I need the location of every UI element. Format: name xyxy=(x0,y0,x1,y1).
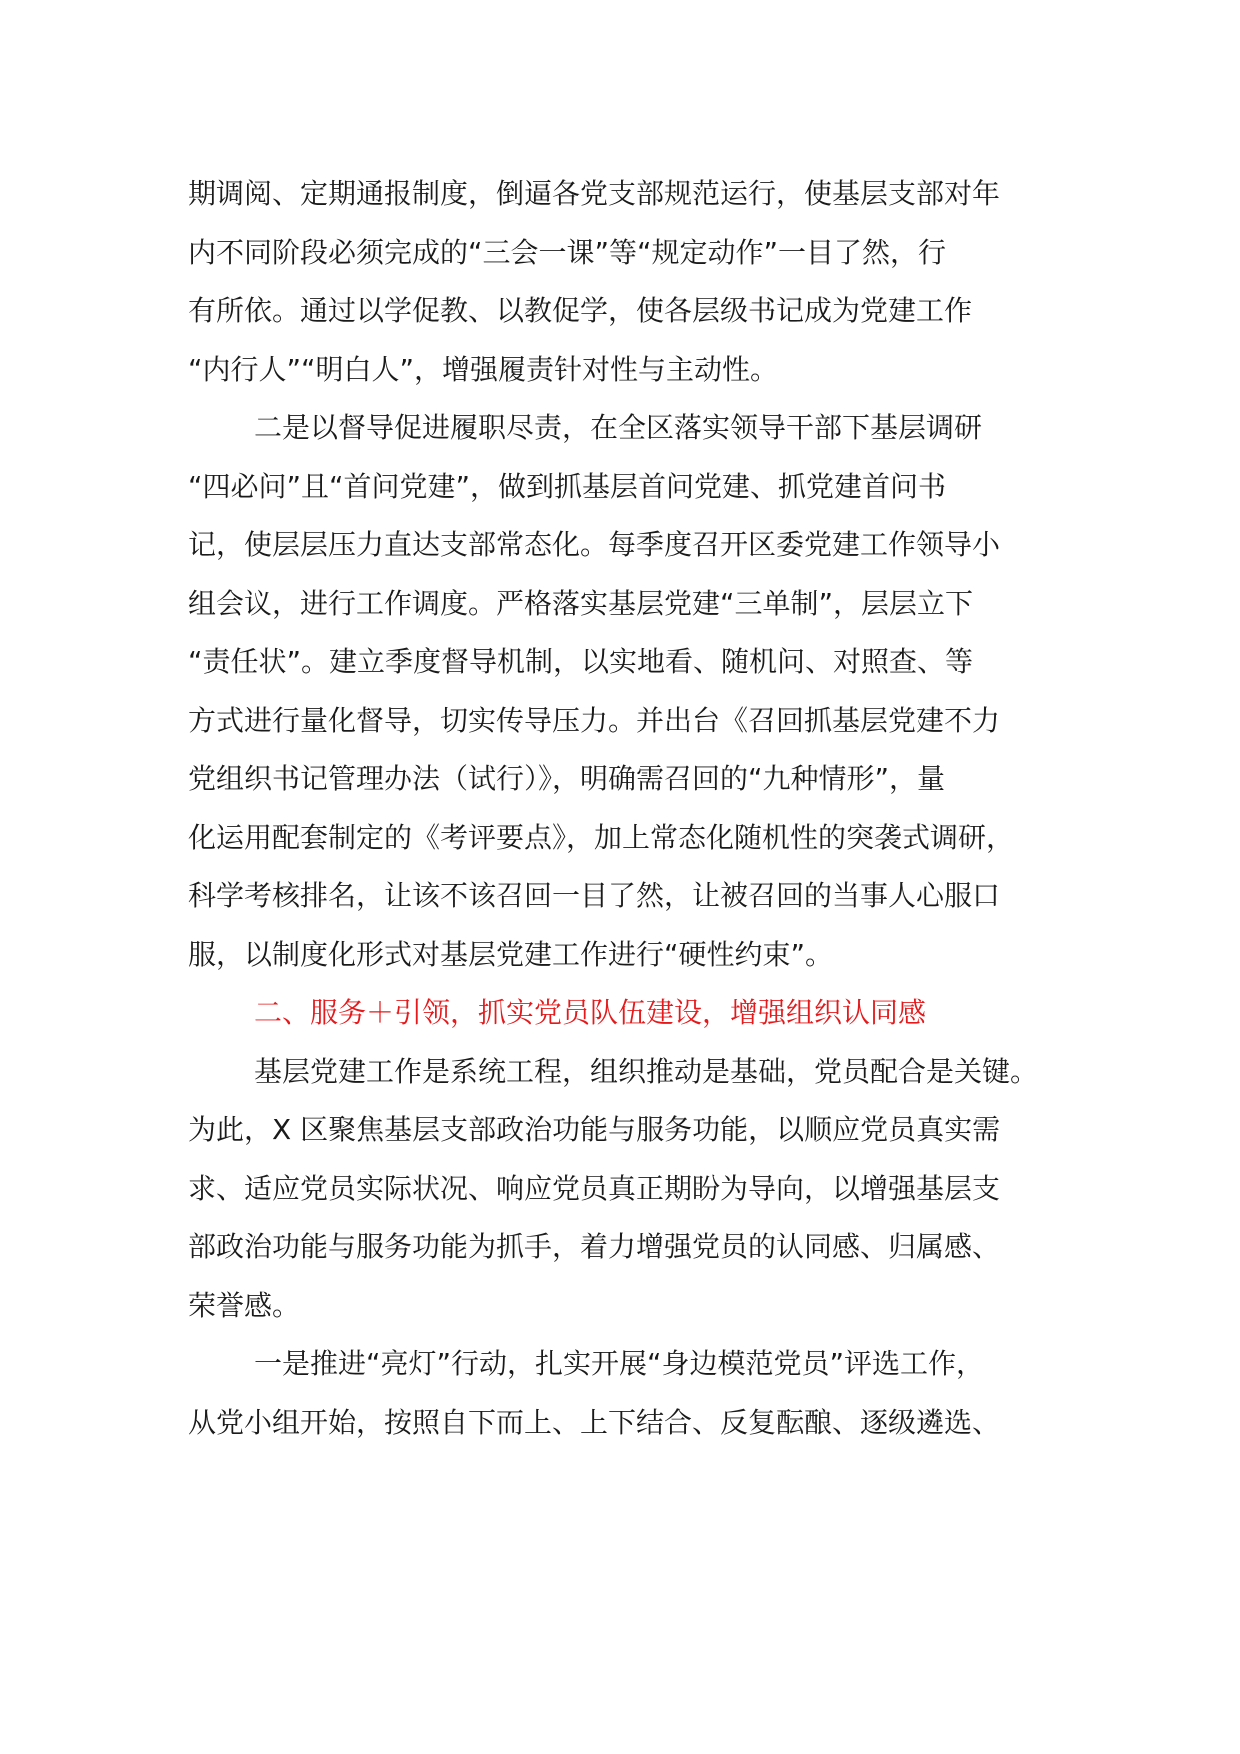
text-line: 化运用配套制定的《考评要点》，加上常态化随机性的突袭式调研， xyxy=(188,820,1015,854)
text-line: 期调阅、定期通报制度，倒逼各党支部规范运行，使基层支部对年 xyxy=(188,177,1001,210)
text-line: 方式进行量化督导，切实传导压力。并出台《召回抓基层党建不力 xyxy=(188,703,1001,737)
body-text xyxy=(188,165,1068,1452)
text-line: “四必问”且“首问党建”，做到抓基层首问党建、抓党建首问书 xyxy=(188,469,947,503)
text-line: 组会议，进行工作调度。严格落实基层党建“三单制”，层层立下 xyxy=(188,586,974,620)
text-line: 服，以制度化形式对基层党建工作进行“硬性约束”。 xyxy=(188,937,834,971)
paragraph-start-line: 一是推进“亮灯”行动，扎实开展“身边模范党员”评选工作， xyxy=(254,1347,985,1380)
text-line: 科学考核排名，让该不该召回一目了然，让被召回的当事人心服口 xyxy=(188,879,1001,912)
section-heading: 二、服务＋引领，抓实党员队伍建设，增强组织认同感 xyxy=(254,996,927,1029)
text-line: 记，使层层压力直达支部常态化。每季度召开区委党建工作领导小 xyxy=(188,528,1001,561)
text-line: 从党小组开始，按照自下而上、上下结合、反复酝酿、逐级遴选、 xyxy=(188,1405,1001,1439)
text-line: 党组织书记管理办法（试行）》，明确需召回的“九种情形”，量 xyxy=(188,762,946,795)
text-line: 荣誉感。 xyxy=(188,1288,301,1322)
text-line: 有所依。通过以学促教、以教促学，使各层级书记成为党建工作 xyxy=(188,294,973,327)
text-line: 为此，X 区聚焦基层支部政治功能与服务功能，以顺应党员真实需 xyxy=(188,1113,1001,1146)
text-line: “责任状”。建立季度督导机制，以实地看、随机问、对照查、等 xyxy=(188,645,974,678)
text-line: “内行人”“明白人”，增强履责针对性与主动性。 xyxy=(188,352,779,386)
paragraph-start-line: 二是以督导促进履职尽责，在全区落实领导干部下基层调研 xyxy=(254,411,983,444)
text-line: 求、适应党员实际状况、响应党员真正期盼为导向，以增强基层支 xyxy=(188,1171,1001,1205)
text-line: 内不同阶段必须完成的“三会一课”等“规定动作”一目了然，行 xyxy=(188,235,947,269)
paragraph-start-line: 基层党建工作是系统工程，组织推动是基础，党员配合是关键。 xyxy=(254,1054,1039,1088)
text-line: 部政治功能与服务功能为抓手，着力增强党员的认同感、归属感、 xyxy=(188,1230,1001,1263)
